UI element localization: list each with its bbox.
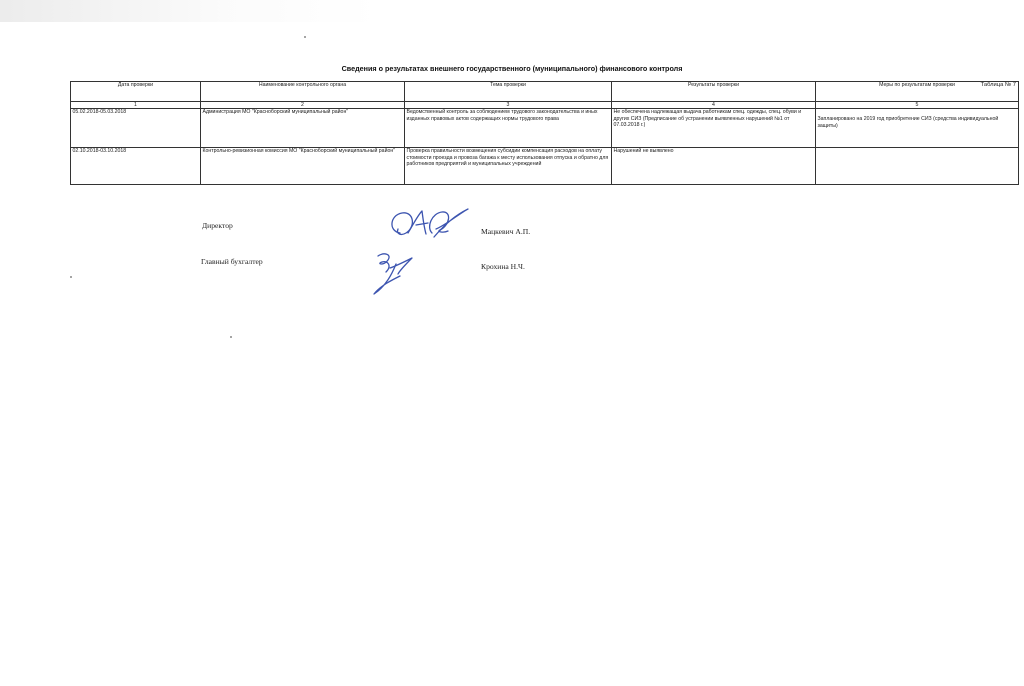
scan-smudge [0,0,380,22]
director-signature [386,203,476,243]
chief-accountant-signature [366,246,426,298]
table-header-row [71,82,1019,102]
scan-speck [230,336,232,338]
table-row [71,148,1019,185]
scan-speck [304,36,306,38]
chief-accountant-position: Главный бухгалтер [201,257,263,266]
director-name: Мацкевич А.П. [481,227,531,236]
cell-organ: Контрольно-ревизионная комиссия МО "Красноборский муниципальный район" [201,148,405,185]
cell-result: Нарушений не выявлено [612,148,816,185]
cell-date: 02.10.2018-03.10.2018 [71,148,201,185]
header-topic: Тема проверки [405,82,612,102]
chief-accountant-name: Крохина Н.Ч. [481,262,525,271]
scan-speck [70,276,72,278]
director-position: Директор [202,221,233,230]
cell-measures [816,148,1019,185]
table-row [71,109,1019,148]
column-number: 3 [405,102,612,109]
column-number-row [71,102,1019,109]
cell-topic: Ведомственный контроль за соблюдением трудового законодательства и иных изданных правовых актов содержащих нормы трудового права [405,109,612,148]
cell-topic: Проверка правильности возмещения субсидии компенсация расходов на оплату стоимости проезда и провоза багажа к месту использования отпуска и обратно для работников предприятий и муниципальных учреждений [405,148,612,185]
cell-measures: Запланировано на 2019 год приобретение СИЗ (средства индивидуальной защиты) [816,109,1019,148]
cell-result: Не обеспечена надлежащая выдача работникам спец. одежды, спец. обуви и других СИЗ (Предписание об устранении выявленных нарушений №1 от 07.03.2018 г.) [612,109,816,148]
document-title: Сведения о результатах внешнего государственного (муниципального) финансового контроля [341,64,683,73]
inspection-results-table [70,81,1019,185]
cell-date: 05.02.2018-05.03.2018 [71,109,201,148]
table-number: Таблица № 7 [980,82,1016,88]
header-date: Дата проверки [71,82,201,102]
header-control-organ: Наименование контрольного органа [201,82,405,102]
column-number: 4 [612,102,816,109]
column-number: 1 [71,102,201,109]
header-measures: Меры по результатам проверки [816,82,1019,102]
column-number: 2 [201,102,405,109]
cell-organ: Администрация МО "Красноборский муниципальный район" [201,109,405,148]
column-number: 5 [816,102,1019,109]
header-results: Результаты проверки [612,82,816,102]
